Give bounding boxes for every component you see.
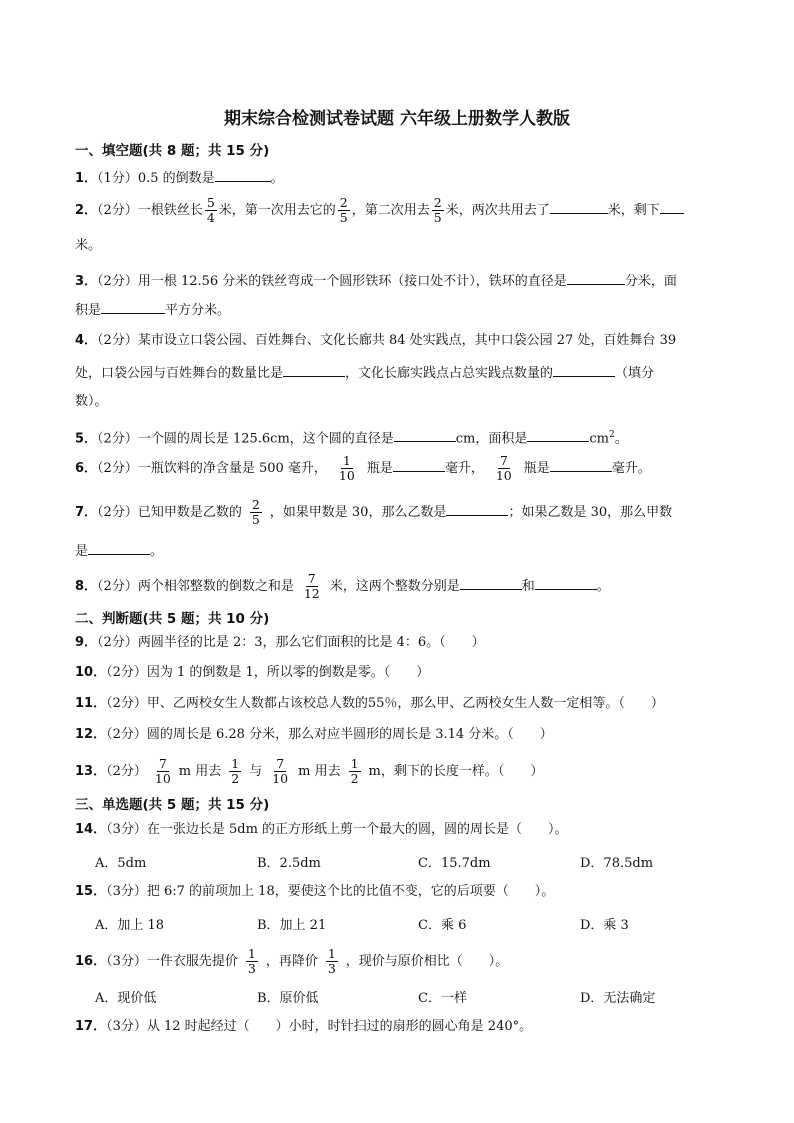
numerator: 7 — [307, 571, 316, 586]
option-c[interactable]: C．乘 6 — [418, 918, 467, 933]
question-4-continued — [75, 362, 654, 383]
question-number: 11． — [75, 696, 107, 711]
question-3 — [75, 270, 677, 291]
question-text: （2分）两圆半径的比是 2：3，那么它们面积的比是 4：6。（ ） — [97, 635, 485, 650]
denominator: 10 — [338, 468, 355, 483]
question-number: 7． — [75, 505, 98, 520]
section-heading-single-choice: 三、单选题(共 5 题；共 15 分) — [75, 797, 270, 813]
denominator: 5 — [433, 210, 442, 225]
denominator: 10 — [154, 771, 171, 786]
question-text: ，第二次用去 — [351, 203, 430, 218]
question-text: 瓶是 — [366, 461, 393, 476]
question-number: 17． — [75, 1019, 107, 1034]
question-text: 米，第一次用去它的 — [218, 203, 336, 218]
question-text: （填分 — [615, 366, 655, 381]
question-text: ，文化长廊实践点占总实践点数量的 — [345, 366, 554, 381]
answer-blank[interactable] — [446, 501, 508, 516]
denominator: 10 — [495, 468, 512, 483]
question-text: 积是 — [75, 303, 102, 318]
fraction — [338, 196, 350, 225]
numerator: 1 — [350, 756, 359, 771]
denominator: 5 — [251, 512, 260, 527]
question-text: 米，两次共用去了 — [445, 203, 550, 218]
option-d[interactable]: D．乘 3 — [580, 918, 629, 933]
option-c[interactable]: C．一样 — [418, 991, 467, 1006]
question-text: m，剩下的长度一样。（ ） — [368, 764, 544, 779]
answer-blank[interactable] — [660, 199, 684, 214]
answer-blank[interactable] — [215, 167, 271, 182]
question-text: （2分）用一根 12.56 分米的铁丝弯成一个圆形铁环（接口处不计），铁环的直径是 — [97, 274, 567, 289]
question-text: 毫升， — [444, 461, 484, 476]
option-a[interactable]: A．加上 18 — [95, 918, 165, 933]
answer-blank[interactable] — [567, 270, 625, 285]
question-text: （3分）一件衣服先提价 — [106, 954, 238, 969]
question-9 — [75, 634, 485, 652]
question-4 — [75, 332, 676, 350]
question-number: 5． — [75, 431, 98, 447]
answer-blank[interactable] — [553, 362, 615, 377]
question-text: （1分）0.5 的倒数是 — [97, 171, 215, 186]
question-text: （3分）在一张边长是 5dm 的正方形纸上剪一个最大的圆，圆的周长是（ ）。 — [106, 822, 568, 837]
denominator: 2 — [350, 771, 359, 786]
answer-blank[interactable] — [550, 199, 608, 214]
question-text: 处，口袋公园与百姓舞台的数量比是 — [75, 366, 284, 381]
question-number: 1． — [75, 171, 98, 186]
question-text: m 用去 — [178, 764, 222, 779]
numerator: 5 — [206, 195, 215, 210]
question-text: 和 — [521, 579, 535, 594]
question-text: （2分）因为 1 的倒数是 1，所以零的倒数是零。（ ） — [106, 665, 430, 680]
question-text: （2分）一个圆的周长是 125.6cm，这个圆的直径是 — [97, 431, 394, 447]
option-b[interactable]: B．加上 21 — [257, 918, 327, 933]
question-text: 是 — [75, 544, 89, 559]
question-text: （2分）一根铁丝长 — [97, 203, 203, 218]
question-7 — [75, 498, 672, 527]
question-4-continued-2: 数）。 — [75, 394, 108, 409]
question-16 — [75, 947, 508, 976]
fraction — [494, 454, 514, 483]
answer-blank[interactable] — [283, 362, 345, 377]
question-text: 米，这两个整数分别是 — [329, 579, 460, 594]
fraction — [270, 757, 290, 786]
question-number: 8． — [75, 579, 98, 594]
denominator: 12 — [303, 586, 320, 601]
question-1 — [75, 167, 284, 188]
question-2-continued: 米。 — [75, 238, 102, 253]
question-text: 米，剩下 — [607, 203, 660, 218]
question-number: 3． — [75, 274, 98, 289]
option-c[interactable]: C．15.7dm — [418, 856, 491, 871]
question-text: ；如果乙数是 30，那么甲数 — [508, 505, 673, 520]
numerator: 2 — [251, 497, 260, 512]
question-7-continued — [75, 540, 163, 561]
question-text: 平方分米。 — [165, 303, 231, 318]
answer-blank[interactable] — [550, 457, 612, 472]
question-10 — [75, 664, 429, 682]
question-number: 14． — [75, 822, 107, 837]
answer-blank[interactable] — [394, 427, 456, 442]
option-a[interactable]: A．5dm — [95, 856, 147, 871]
question-text: 瓶是 — [523, 461, 550, 476]
question-number: 12． — [75, 727, 107, 742]
option-a[interactable]: A．现价低 — [95, 991, 157, 1006]
fraction — [349, 757, 361, 786]
question-text: 与 — [249, 764, 263, 779]
question-text: 。 — [614, 431, 628, 447]
numerator: 7 — [276, 756, 285, 771]
question-8 — [75, 572, 610, 601]
question-text: 毫升。 — [611, 461, 651, 476]
question-text: （3分）从 12 时起经过（ ）小时，时针扫过的扇形的圆心角是 240°。 — [106, 1019, 533, 1034]
option-d[interactable]: D．无法确定 — [580, 991, 656, 1006]
question-text: （2分） — [106, 764, 147, 779]
question-text: ，如果甲数是 30，那么乙数是 — [269, 505, 447, 520]
question-text: （2分）甲、乙两校女生人数都占该校总人数的55％，那么甲、乙两校女生人数一定相等。（ ） — [106, 696, 664, 711]
fraction — [326, 947, 338, 976]
option-b[interactable]: B．原价低 — [257, 991, 319, 1006]
question-15 — [75, 883, 554, 901]
numerator: 1 — [231, 756, 240, 771]
denominator: 3 — [247, 961, 256, 976]
question-text: m 用去 — [298, 764, 341, 779]
question-text: ，再降价 — [265, 954, 318, 969]
fraction — [432, 196, 444, 225]
question-number: 10． — [75, 665, 107, 680]
section-heading-true-false: 二、判断题(共 5 题；共 10 分) — [75, 611, 270, 627]
numerator: 2 — [339, 195, 348, 210]
question-text: （2分）某市设立口袋公园、百姓舞台、文化长廊共 84 处实践点，其中口袋公园 27 处，百姓舞台 39 — [97, 333, 677, 348]
question-17 — [75, 1018, 532, 1036]
fraction — [250, 498, 262, 527]
answer-blank[interactable] — [527, 427, 589, 442]
numerator: 2 — [433, 195, 442, 210]
answer-blank[interactable] — [460, 575, 522, 590]
answer-blank[interactable] — [535, 575, 597, 590]
question-text: 。 — [596, 579, 610, 594]
question-3-continued — [75, 299, 230, 320]
numerator: 1 — [342, 453, 351, 468]
denominator: 2 — [231, 771, 240, 786]
question-text: 。 — [270, 171, 284, 186]
question-number: 15． — [75, 884, 107, 899]
question-text: cm，面积是 — [455, 431, 528, 447]
numerator: 7 — [158, 756, 167, 771]
fraction — [229, 757, 241, 786]
question-number: 6． — [75, 461, 98, 476]
numerator: 7 — [499, 453, 508, 468]
fraction — [302, 572, 322, 601]
option-b[interactable]: B．2.5dm — [257, 856, 321, 871]
question-text: ，现价与原价相比（ ）。 — [345, 954, 509, 969]
fraction — [337, 454, 357, 483]
question-number: 2． — [75, 203, 98, 218]
numerator: 1 — [327, 946, 336, 961]
question-2 — [75, 196, 684, 225]
section-heading-fill-in: 一、填空题(共 8 题；共 15 分) — [75, 143, 270, 159]
question-number: 16． — [75, 954, 107, 969]
question-14 — [75, 821, 568, 839]
denominator: 5 — [339, 210, 348, 225]
question-text: （3分）把 6:7 的前项加上 18，要使这个比的比值不变，它的后项要（ ）。 — [106, 884, 555, 899]
question-number: 9． — [75, 635, 98, 650]
question-text: 。 — [150, 544, 164, 559]
question-text: 分米，面 — [624, 274, 677, 289]
denominator: 3 — [327, 961, 336, 976]
question-5 — [75, 426, 628, 448]
question-12 — [75, 726, 553, 744]
fraction — [205, 196, 217, 225]
denominator: 10 — [272, 771, 289, 786]
page-title: 期末综合检测试卷试题 六年级上册数学人教版 — [224, 109, 570, 129]
question-13 — [75, 757, 543, 786]
question-text: （2分）已知甲数是乙数的 — [97, 505, 242, 520]
fraction — [153, 757, 173, 786]
question-6 — [75, 454, 651, 483]
denominator: 4 — [206, 210, 215, 225]
question-number: 4． — [75, 333, 98, 348]
superscript: 2 — [609, 430, 615, 440]
answer-blank[interactable] — [88, 540, 150, 555]
question-11 — [75, 695, 664, 713]
question-text: cm — [589, 431, 609, 447]
answer-blank[interactable] — [393, 457, 445, 472]
option-d[interactable]: D．78.5dm — [580, 856, 654, 871]
numerator: 1 — [247, 946, 256, 961]
question-text: （2分）一瓶饮料的净含量是 500 毫升， — [97, 461, 327, 476]
question-number: 13． — [75, 764, 107, 779]
question-text: （2分）两个相邻整数的倒数之和是 — [97, 579, 294, 594]
answer-blank[interactable] — [101, 299, 165, 314]
fraction — [246, 947, 258, 976]
question-text: （2分）圆的周长是 6.28 分米，那么对应半圆形的周长是 3.14 分米。（ ） — [106, 727, 553, 742]
